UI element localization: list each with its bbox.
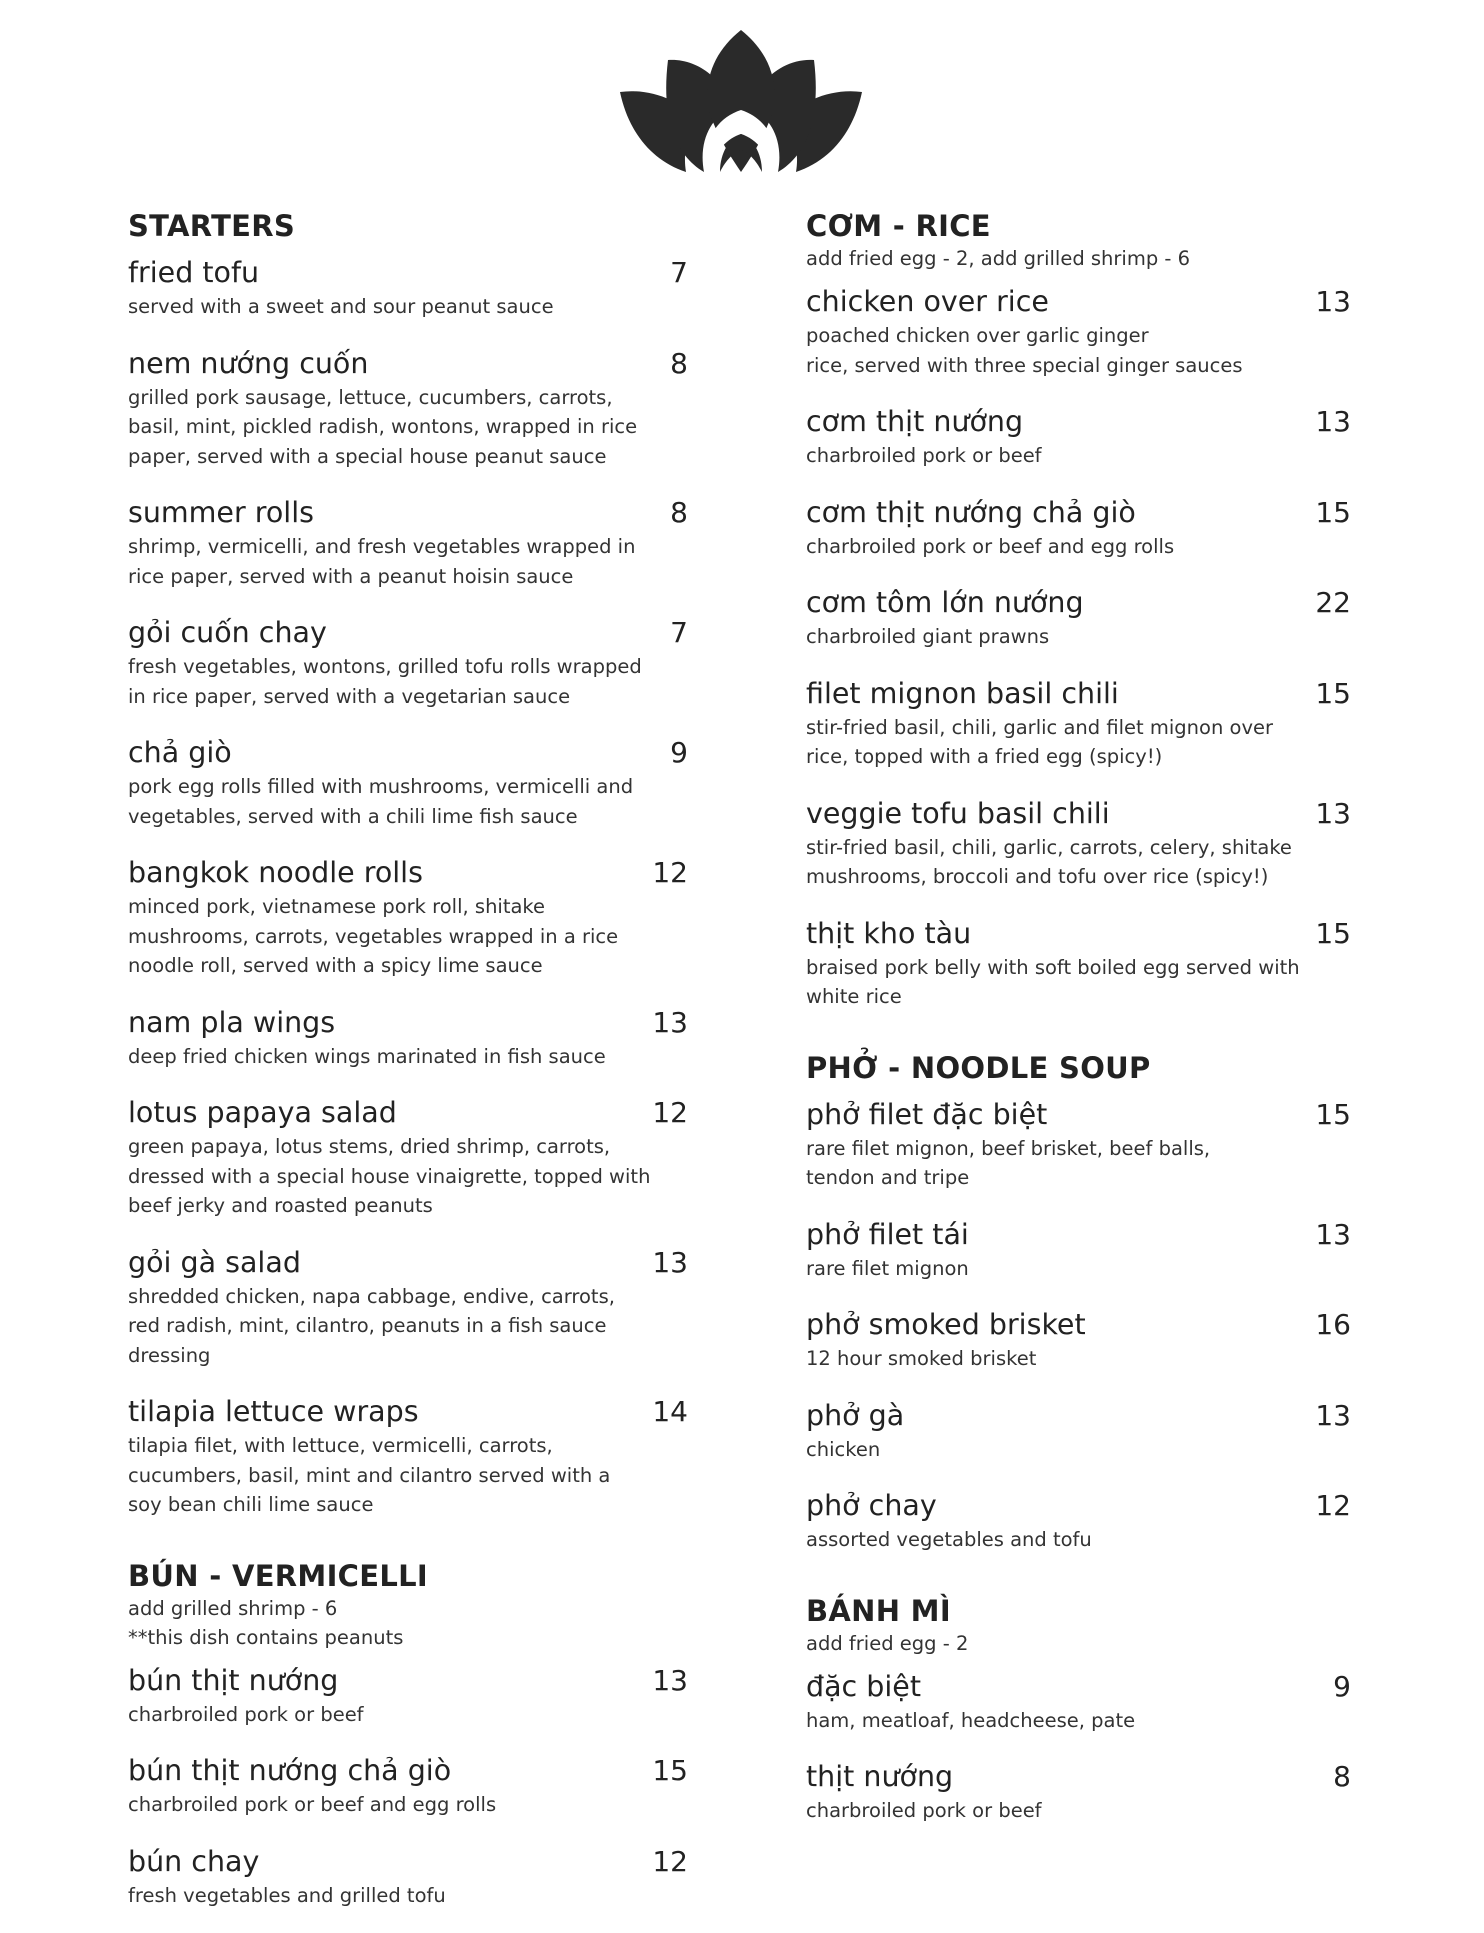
menu-item [128, 1004, 688, 1072]
menu-item [806, 1216, 1351, 1284]
item-name: đặc biệt [806, 1669, 922, 1703]
item-name: gỏi cuốn chay [128, 616, 327, 649]
item-name: thịt kho tàu [806, 916, 972, 950]
item-price: 8 [670, 496, 688, 529]
menu-item [128, 1752, 688, 1820]
item-description: rare filet mignon, beef brisket, beef balls, tendon and tripe [806, 1136, 1211, 1189]
menu-item [806, 795, 1351, 892]
item-name: fried tofu [128, 256, 260, 289]
menu-column-right [806, 208, 1351, 1849]
item-name: lotus papaya salad [128, 1096, 397, 1129]
menu-item [806, 584, 1351, 652]
item-description: shredded chicken, napa cabbage, endive, carrots, red radish, mint, cilantro, peanuts in a fish sauce dressing [128, 1284, 615, 1367]
menu-item [806, 1758, 1351, 1826]
item-price: 13 [652, 1663, 688, 1697]
item-price: 12 [652, 856, 688, 889]
item-name: filet mignon basil chili [806, 676, 1119, 710]
item-name: gỏi gà salad [128, 1245, 301, 1279]
lotus-icon [620, 30, 862, 176]
item-description: grilled pork sausage, lettuce, cucumbers, carrots, basil, mint, pickled radish, wontons, wrapped in rice paper, served with a special house peanut sauce [128, 385, 638, 468]
item-price: 13 [652, 1005, 688, 1039]
item-description: charbroiled pork or beef and egg rolls [806, 534, 1175, 558]
menu-item [806, 494, 1351, 562]
item-description: minced pork, vietnamese pork roll, shitake mushrooms, carrots, vegetables wrapped in a rice noodle roll, served with a spicy lime sauce [128, 895, 619, 977]
item-price: 7 [670, 256, 688, 289]
menu-item [806, 1397, 1351, 1465]
section-note: add grilled shrimp - 6 [128, 1596, 338, 1620]
menu-item [128, 734, 688, 831]
item-name: phở filet tái [806, 1217, 969, 1251]
item-description: charbroiled pork or beef [806, 1799, 1042, 1822]
menu-item [128, 1662, 688, 1730]
item-price: 22 [1315, 586, 1351, 619]
item-description: charbroiled giant prawns [806, 625, 1050, 648]
section-title: BÚN - VERMICELLI [128, 1558, 429, 1593]
menu-item [806, 1306, 1351, 1374]
menu-item-list [128, 254, 688, 1520]
item-description: 12 hour smoked brisket [806, 1347, 1037, 1370]
menu-item [128, 1244, 688, 1371]
item-description: charbroiled pork or beef and egg rolls [128, 1793, 497, 1816]
item-name: phở filet đặc biệt [806, 1097, 1048, 1131]
item-price: 14 [652, 1395, 688, 1428]
item-description: poached chicken over garlic ginger rice, served with three special ginger sauces [806, 324, 1243, 377]
item-price: 12 [652, 1844, 688, 1878]
item-description: tilapia filet, with lettuce, vermicelli, carrots, cucumbers, basil, mint and cilantro served with a soy bean chili lime sauce [128, 1434, 611, 1516]
item-name: phở gà [806, 1398, 905, 1432]
item-price: 9 [1333, 1669, 1351, 1703]
menu-item-list [806, 1668, 1351, 1826]
section-title: PHỞ - NOODLE SOUP [806, 1050, 1151, 1085]
item-description: charbroiled pork or beef [806, 444, 1042, 467]
menu-item [806, 915, 1351, 1012]
item-name: chả giò [128, 736, 232, 769]
menu-section [806, 1050, 1351, 1555]
item-name: nem nướng cuốn [128, 346, 369, 380]
item-name: bún chay [128, 1844, 260, 1878]
menu-item [128, 1094, 688, 1221]
item-price: 13 [1315, 1398, 1351, 1432]
item-price: 13 [1315, 1217, 1351, 1251]
item-description: fresh vegetables, wontons, grilled tofu rolls wrapped in rice paper, served with a vegetarian sauce [128, 655, 642, 708]
item-name: summer rolls [128, 496, 314, 529]
section-title: BÁNH MÌ [806, 1593, 951, 1628]
item-name: thịt nướng [806, 1760, 954, 1793]
item-description: pork egg rolls filled with mushrooms, vermicelli and vegetables, served with a chili lime fish sauce [128, 775, 634, 828]
menu-item [128, 1393, 688, 1520]
menu-item [806, 675, 1351, 772]
menu-item [806, 403, 1351, 471]
item-price: 8 [1333, 1760, 1351, 1793]
menu-item [128, 854, 688, 981]
item-description: ham, meatloaf, headcheese, pate [806, 1708, 1136, 1732]
item-name: cơm thịt nướng chả giò [806, 495, 1136, 529]
item-price: 15 [1315, 495, 1351, 529]
item-description: braised pork belly with soft boiled egg served with white rice [806, 955, 1300, 1008]
menu-item [806, 1096, 1351, 1193]
section-note: **this dish contains peanuts [128, 1625, 404, 1649]
item-description: served with a sweet and sour peanut sauce [128, 295, 554, 318]
menu-section [128, 1558, 688, 1911]
item-name: bangkok noodle rolls [128, 856, 423, 889]
item-description: rare filet mignon [806, 1256, 969, 1280]
item-price: 7 [670, 616, 688, 649]
section-note: add fried egg - 2, add grilled shrimp - 6 [806, 247, 1191, 270]
menu-item [128, 254, 688, 322]
menu-section [128, 208, 688, 1520]
item-name: phở chay [806, 1489, 937, 1522]
menu-section [806, 208, 1351, 1012]
item-name: nam pla wings [128, 1005, 336, 1039]
menu-column-left [128, 208, 688, 1933]
menu-item [806, 1668, 1351, 1736]
item-description: fresh vegetables and grilled tofu [128, 1883, 446, 1907]
item-price: 12 [652, 1096, 688, 1129]
section-note: add fried egg - 2 [806, 1631, 969, 1655]
item-name: chicken over rice [806, 285, 1049, 318]
item-price: 15 [652, 1754, 688, 1787]
item-price: 13 [1315, 796, 1351, 830]
item-description: green papaya, lotus stems, dried shrimp, carrots, dressed with a special house vinaigrette, topped with beef jerky and roasted peanuts [128, 1135, 651, 1217]
section-title: CƠM - RICE [806, 209, 991, 243]
section-title: STARTERS [128, 209, 296, 243]
menu-item-list [806, 283, 1351, 1012]
item-description: stir-fried basil, chili, garlic and filet mignon over rice, topped with a fried egg (spicy!) [806, 715, 1274, 768]
item-price: 15 [1315, 1097, 1351, 1131]
item-price: 9 [670, 736, 688, 769]
item-name: cơm thịt nướng [806, 405, 1024, 438]
menu-item [128, 614, 688, 711]
item-price: 13 [1315, 285, 1351, 318]
menu-item [128, 494, 688, 591]
item-price: 13 [1315, 405, 1351, 438]
menu-item [128, 345, 688, 472]
menu-item-list [806, 1096, 1351, 1555]
item-description: chicken [806, 1437, 881, 1461]
item-name: bún thịt nướng chả giò [128, 1754, 452, 1787]
item-price: 15 [1315, 676, 1351, 710]
item-price: 12 [1315, 1489, 1351, 1522]
item-price: 8 [670, 346, 688, 380]
item-name: phở smoked brisket [806, 1308, 1086, 1341]
menu-item [128, 1843, 688, 1911]
item-price: 13 [652, 1245, 688, 1279]
item-name: bún thịt nướng [128, 1663, 339, 1697]
item-price: 16 [1315, 1308, 1351, 1341]
item-description: charbroiled pork or beef [128, 1702, 364, 1726]
menu-item-list [128, 1662, 688, 1911]
item-name: cơm tôm lớn nướng [806, 586, 1084, 619]
item-description: shrimp, vermicelli, and fresh vegetables wrapped in rice paper, served with a peanut hoisin sauce [128, 535, 636, 588]
menu-item [806, 1487, 1351, 1555]
item-price: 15 [1315, 916, 1351, 950]
menu-section [806, 1593, 1351, 1826]
item-name: tilapia lettuce wraps [128, 1395, 419, 1428]
item-description: stir-fried basil, chili, garlic, carrots, celery, shitake mushrooms, broccoli and tofu over rice (spicy!) [806, 835, 1292, 888]
item-description: deep fried chicken wings marinated in fish sauce [128, 1044, 606, 1068]
item-description: assorted vegetables and tofu [806, 1528, 1092, 1551]
item-name: veggie tofu basil chili [806, 796, 1110, 830]
menu-item [806, 283, 1351, 380]
